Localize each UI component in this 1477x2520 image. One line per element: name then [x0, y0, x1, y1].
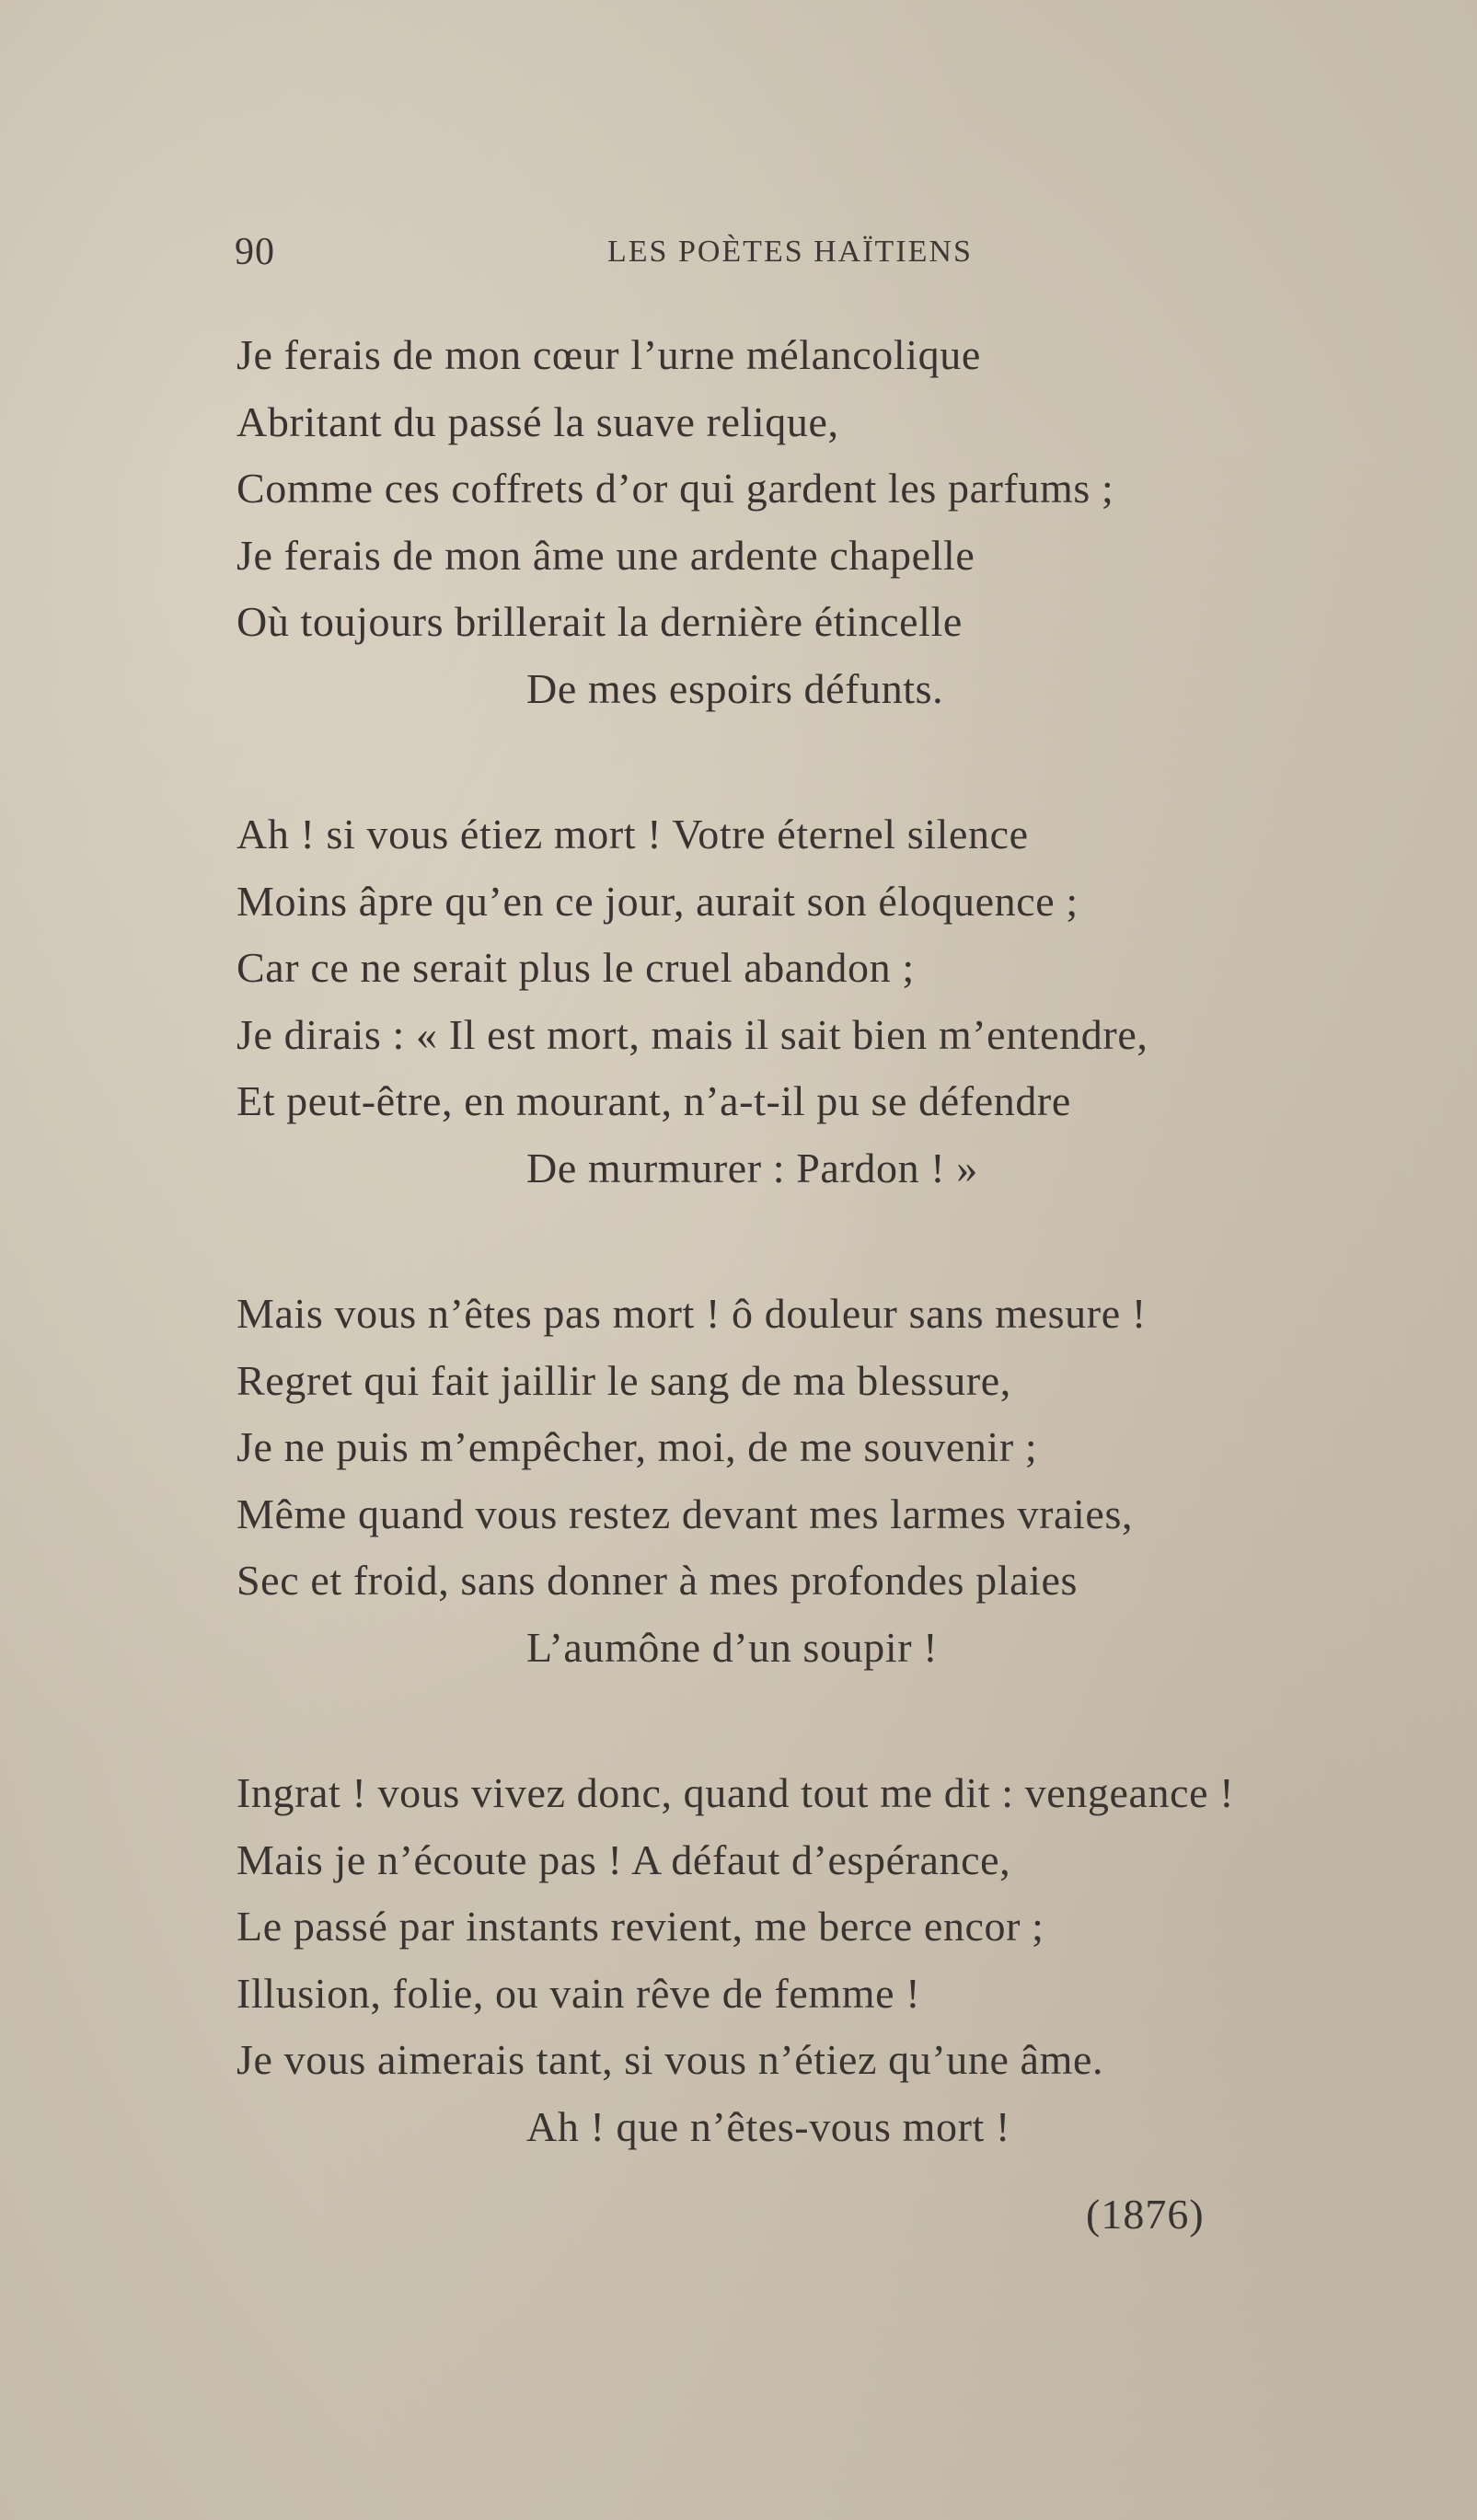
poem-line: Même quand vous restez devant mes larmes vraies, [237, 1490, 1134, 1537]
poem-refrain-line: L’aumône d’un soupir ! [526, 1623, 939, 1671]
poem-line: Mais vous n’êtes pas mort ! ô douleur sans mesure ! [237, 1290, 1147, 1337]
stanza-2 [237, 801, 1433, 1202]
running-title: LES POÈTES HAÏTIENS [607, 235, 973, 269]
poem-line: Car ce ne serait plus le cruel abandon ; [237, 944, 915, 991]
poem-date: (1876) [1086, 2191, 1205, 2238]
poem-line: Illusion, folie, ou vain rêve de femme ! [237, 1969, 921, 2017]
poem-line: Je ferais de mon cœur l’urne mélancolique [237, 331, 981, 378]
poem [237, 322, 1433, 2239]
poem-line: Je vous aimerais tant, si vous n’étiez qu’une âme. [237, 2036, 1104, 2083]
poem-line: Comme ces coffrets d’or qui gardent les parfums ; [237, 465, 1114, 512]
poem-line: Sec et froid, sans donner à mes profondes plaies [237, 1557, 1079, 1604]
page-number: 90 [235, 231, 275, 273]
stanza-4 [237, 1760, 1433, 2160]
stanza-1 [237, 322, 1433, 722]
poem-line: Ah ! si vous étiez mort ! Votre éternel silence [237, 811, 1029, 857]
poem-line: Où toujours brillerait la dernière étincelle [237, 598, 963, 645]
poem-line: Je dirais : « Il est mort, mais il sait bien m’entendre, [237, 1010, 1148, 1058]
poem-line: Je ne puis m’empêcher, moi, de me souvenir ; [237, 1423, 1038, 1470]
poem-line: Moins âpre qu’en ce jour, aurait son éloquence ; [237, 877, 1079, 925]
poem-refrain-line: De murmurer : Pardon ! » [526, 1144, 978, 1191]
poem-line: Abritant du passé la suave relique, [237, 397, 839, 445]
poem-line: Regret qui fait jaillir le sang de ma blessure, [237, 1356, 1011, 1404]
poem-line: Le passé par instants revient, me berce encor ; [237, 1903, 1044, 1950]
poem-refrain-line: Ah ! que n’êtes-vous mort ! [526, 2102, 1010, 2150]
poem-line: Je ferais de mon âme une ardente chapelle [237, 531, 975, 579]
poem-refrain-line: De mes espoirs défunts. [526, 664, 944, 712]
poem-line: Mais je n’écoute pas ! A défaut d’espérance, [237, 1835, 1011, 1883]
poem-line: Ingrat ! vous vivez donc, quand tout me dit : vengeance ! [237, 1769, 1235, 1816]
poem-line: Et peut-être, en mourant, n’a-t-il pu se défendre [237, 1077, 1071, 1124]
stanza-3 [237, 1281, 1433, 1681]
